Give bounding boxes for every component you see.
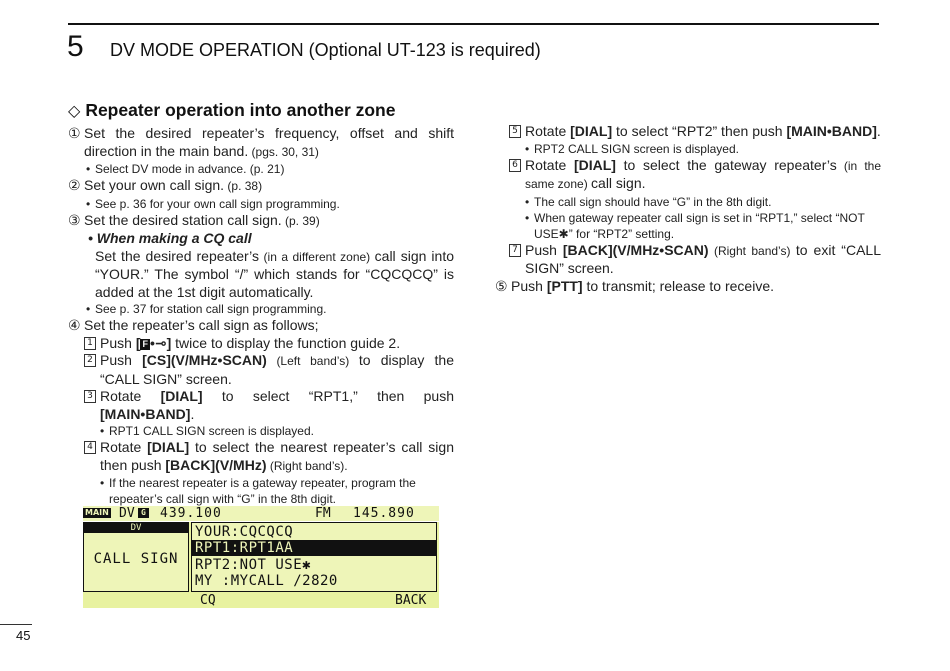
key-label: [MAIN•BAND] — [100, 405, 191, 422]
lcd-row-rpt2[interactable]: RPT2:NOT USE✱ — [195, 557, 312, 573]
step-text: to transmit; release to receive. — [582, 277, 774, 294]
chapter-number: 5 — [67, 30, 84, 63]
step-number: ④ — [68, 317, 81, 333]
substep-text: Rotate — [525, 156, 574, 173]
substep-number: 2 — [84, 354, 96, 367]
note: • RPT1 CALL SIGN screen is displayed. — [100, 424, 314, 438]
lcd-left-header: DV — [84, 523, 188, 533]
section-heading — [68, 100, 396, 121]
section-title: Repeater operation into another zone — [85, 100, 396, 120]
key-label: [DIAL] — [160, 388, 203, 404]
substep-2 — [84, 352, 454, 388]
dv-indicator: DV — [119, 506, 135, 521]
step-text: Set the repeater’s call sign as follows; — [84, 317, 319, 333]
note-text: See p. 36 for your own call sign programming. — [95, 196, 340, 211]
lcd-row-rpt1[interactable]: RPT1:RPT1AA — [192, 540, 436, 556]
function-key — [136, 335, 171, 351]
substep-text: to display the “CALL SIGN” screen. — [100, 352, 455, 387]
band-note: (Right band’s). — [266, 458, 348, 473]
step-3 — [68, 212, 454, 231]
key-label: [DIAL] — [573, 156, 616, 173]
note-text: See p. 37 for station call sign programming. — [95, 302, 327, 316]
diamond-icon: ◇ — [68, 103, 81, 120]
cq-call-text — [95, 248, 454, 302]
key-label: [PTT] — [546, 277, 583, 294]
page-ref: (pgs. 30, 31) — [248, 144, 319, 159]
substep-number: 6 — [509, 159, 521, 172]
key-label: [MAIN•BAND] — [786, 123, 877, 139]
substep-7 — [509, 242, 881, 278]
main-band-badge: MAIN — [85, 508, 109, 517]
substep-6 — [509, 157, 881, 194]
step-4 — [68, 317, 454, 335]
cq-small: (in a different zone) — [259, 249, 375, 264]
step-number: ① — [68, 125, 81, 141]
right-column — [495, 123, 881, 295]
substep-text: . — [190, 405, 195, 422]
lcd-soft-keys — [83, 594, 439, 608]
left-column — [68, 125, 454, 507]
substep-number: 4 — [84, 441, 96, 454]
left-frequency: 439.100 — [160, 506, 222, 521]
band-note: (in the same zone) — [525, 158, 882, 191]
note: • The call sign should have “G” in the 8th digit. — [525, 194, 772, 209]
right-frequency: 145.890 — [353, 506, 415, 521]
substep-number: 7 — [509, 244, 521, 257]
cq-text: Set the desired repeater’s — [95, 247, 260, 264]
f-key-icon: F — [142, 338, 148, 349]
substep-text: to select the nearest repeater’s call sign then push — [100, 439, 454, 473]
lcd-left-panel — [83, 522, 189, 592]
lcd-row-my[interactable]: MY :MYCALL /2820 — [195, 573, 338, 589]
substep-text: Rotate — [525, 123, 571, 139]
page-number-rule — [0, 624, 32, 625]
note-text: When gateway repeater call sign is set in “RPT1,” select “NOT USE✱” for “RPT2” setting. — [534, 210, 865, 241]
note: • See p. 36 for your own call sign programming. — [86, 196, 340, 211]
step-5 — [495, 278, 881, 296]
substep-text: to select “RPT2” then push — [612, 123, 787, 139]
call-sign-label: CALL SIGN — [93, 551, 179, 567]
band-note: (Right band’s) — [708, 243, 796, 258]
page-number: 45 — [16, 628, 31, 643]
lcd-call-sign-list — [191, 522, 437, 592]
key-label: [BACK](V/MHz•SCAN) — [562, 241, 709, 258]
step-text: Set the desired repeater’s frequency, offset and shift direction in the main band. — [84, 125, 454, 159]
step-1 — [68, 125, 454, 161]
page-ref: (p. 38) — [224, 179, 263, 193]
key-rest: •⊸] — [149, 334, 172, 351]
note: • Select DV mode in advance. (p. 21) — [86, 162, 285, 176]
note-text: RPT1 CALL SIGN screen is displayed. — [109, 424, 314, 438]
substep-text: Rotate — [100, 388, 161, 404]
lcd-status-bar — [83, 506, 439, 521]
cq-text: call sign into “YOUR.” The symbol “/” which stands for “CQCQCQ” is added at the 1st digit automatically. — [95, 247, 455, 300]
substep-text: Push — [100, 352, 143, 368]
band-note: (Left band’s) — [266, 354, 359, 368]
substep-text: twice to display the function guide 2. — [171, 334, 401, 351]
substep-4 — [84, 439, 454, 475]
step-2 — [68, 177, 454, 196]
substep-text: call sign. — [591, 175, 646, 191]
step-number: ⑤ — [495, 277, 508, 294]
substep-text: Rotate — [100, 439, 148, 455]
lcd-body — [83, 522, 439, 606]
key-label: [DIAL] — [570, 123, 613, 139]
chapter-title: DV MODE OPERATION (Optional UT-123 is required) — [110, 40, 541, 60]
note: • If the nearest repeater is a gateway repeater, program the repeater’s call sign with “G” in the 8th digit. — [100, 476, 416, 506]
back-soft-key[interactable]: BACK — [395, 593, 427, 608]
mode-indicator: FM — [315, 506, 331, 521]
note-text: Select DV mode in advance. (p. 21) — [95, 162, 285, 176]
substep-3 — [84, 388, 454, 423]
key-label: [BACK](V/MHz) — [165, 456, 267, 473]
key-label: [DIAL] — [147, 439, 190, 455]
key-label: [CS](V/MHz•SCAN) — [142, 352, 267, 368]
substep-text: to exit “CALL SIGN” screen. — [525, 241, 881, 276]
step-text: Push — [511, 277, 547, 294]
substep-number: 3 — [84, 390, 96, 403]
cq-soft-key[interactable]: CQ — [200, 593, 216, 608]
page-ref: (p. 39) — [281, 213, 320, 228]
note-text: If the nearest repeater is a gateway repeater, program the repeater’s call sign with “G” in the 8th digit. — [109, 476, 416, 506]
gateway-badge: G — [138, 508, 149, 518]
step-number: ② — [68, 177, 81, 193]
header-rule — [68, 23, 879, 25]
lcd-display — [83, 506, 439, 606]
substep-text: Push — [100, 334, 136, 351]
substep-1 — [84, 335, 454, 353]
cq-call-heading: • When making a CQ call — [88, 230, 252, 246]
step-number: ③ — [68, 211, 81, 228]
substep-text: . — [876, 123, 881, 139]
note: • See p. 37 for station call sign programming. — [86, 302, 327, 316]
step-text: Set the desired station call sign. — [84, 211, 282, 228]
substep-5 — [509, 123, 881, 141]
note: • When gateway repeater call sign is set in “RPT1,” select “NOT USE✱” for “RPT2” setting. — [525, 210, 865, 241]
substep-text: to select the gateway repeater’s — [615, 156, 837, 173]
lcd-row-your[interactable]: YOUR:CQCQCQ — [195, 524, 294, 540]
key-bracket: [ — [135, 334, 141, 351]
note: • RPT2 CALL SIGN screen is displayed. — [525, 141, 739, 156]
substep-number: 1 — [84, 337, 96, 350]
step-text: Set your own call sign. — [84, 177, 225, 193]
substep-text: to select “RPT1,” then push — [202, 388, 454, 404]
note-text: The call sign should have “G” in the 8th digit. — [534, 194, 772, 209]
substep-number: 5 — [509, 125, 521, 138]
substep-text: Push — [525, 241, 563, 258]
note-text: RPT2 CALL SIGN screen is displayed. — [534, 141, 739, 156]
